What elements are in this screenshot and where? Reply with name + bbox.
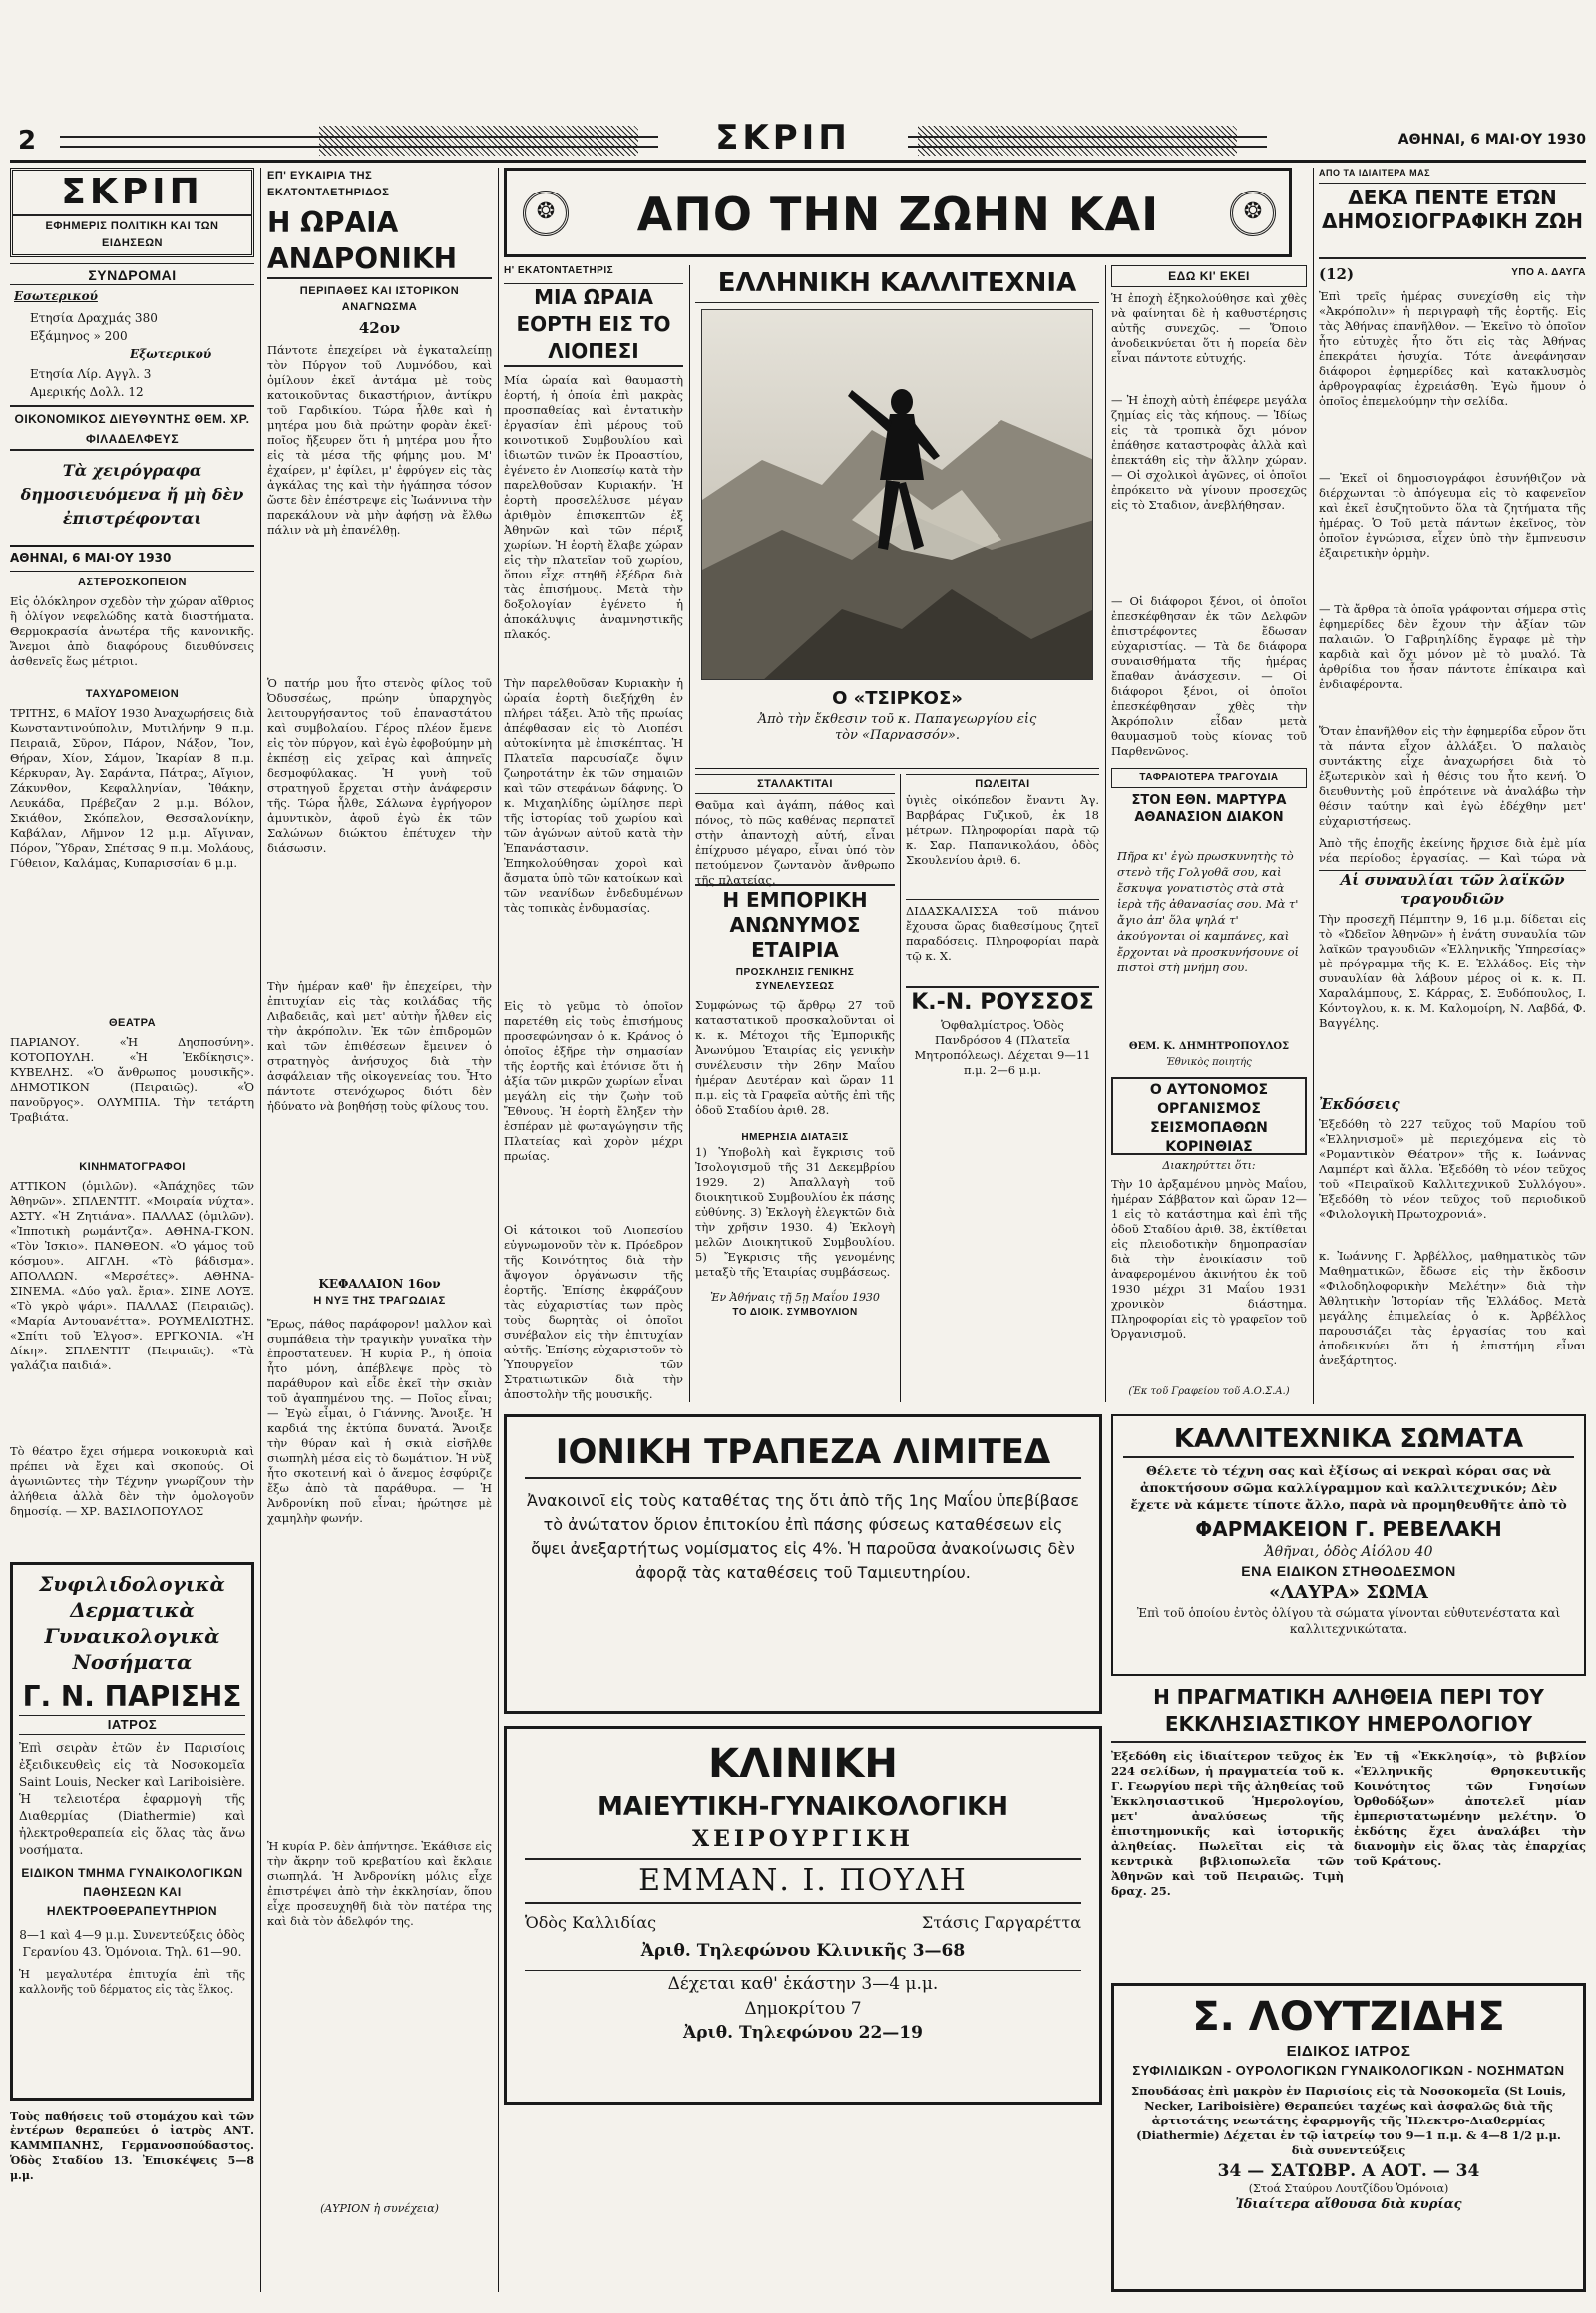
subs-foreign-rows	[30, 365, 254, 401]
subs-row: Εξάμηνος » 200	[30, 329, 128, 343]
col5-text-2: — Ἡ ἐποχὴ αὐτὴ ἐπέφερε μεγάλα ζημίας εἰς τὰς κήπους. — Ἰδίως εἰς τὰ τροπικὰ ὄχι μόνον ἐπάθησε καταστροφὰς ἀλλὰ καὶ ἐπεκτάθη εἰς τὴν ἄλλην χώραν. — Οἱ σχολικοὶ ἀγῶνες, οἱ ὁποῖοι ἐπρόκειτο νὰ γίνουν προσεχῶς εἰς τὸ Σταδιον, ἀνεβλήθησαν.	[1111, 393, 1307, 512]
editions-title: Ἐκδόσεις	[1319, 1095, 1400, 1113]
assoc-text: Τὴν προσεχῆ Πέμπτην 9, 16 μ.μ. δίδεται εἰς τὸ «Ὠδεῖον Ἀθηνῶν» ἡ ἐνάτη συναυλία τῶν λαϊκῶν τραγουδιῶν «Ἑλληνικῆς Ὑπηρεσίας» μὲ πρόγραμμα τῆς Κ. Ε. Ἑλλάδος. Εἰς τὴν συναυλίαν θὰ λάβουν μέρος οἱ κ. κ. Π. Χαραλάμπους, Σ. Κάρρας, Σ. Ξυδόπουλος, Ι. Κόντογλου, κ. κ. Μ. Καλομοίρη, Ν. Λαβδά, Φ. Βαγγέλης.	[1319, 912, 1586, 1030]
corset-title: ΚΑΛΛΙΤΕΧΝΙΚΑ ΣΩΜΑΤΑ	[1123, 1422, 1574, 1458]
doctor-role: ΙΑΤΡΟΣ	[19, 1715, 245, 1735]
lou-addr: 34 — ΣΑΤΩΒΡ. Α ΑΟΤ. — 34	[1217, 2161, 1480, 2181]
photo-caption-title: Ο «ΤΣΙΡΚΟΣ»	[832, 688, 963, 709]
col-divider	[1313, 168, 1314, 1404]
doctor-footer: Ἡ μεγαλυτέρα ἐπιτυχία ἐπὶ τῆς καλλονῆς τοῦ δέρματος εἰς τὰς ἕλκος.	[19, 1968, 245, 1996]
clinic-ad	[504, 1726, 1102, 2105]
lou-spec: ΣΥΦΙΛΙΔΙΚΩΝ - ΟΥΡΟΛΟΓΙΚΩΝ ΓΥΝΑΙΚΟΛΟΓΙΚΩΝ - ΝΟΣΗΜΑΤΩΝ	[1132, 2063, 1565, 2078]
poem: Πῆρα κι' ἐγὼ πρωσκυνητὴς τὸ στενὸ τῆς Γολγοθᾶ σου, καὶ ἔσκυψα γονατιστὸς στὰ στὰ ἱερὰ τῆς ἀθανασίας σου. Μὰ τ' ἄγιο ἀπ' ὅλα ψηλά τ' ἀκούγονται οἱ καμπάνες, καὶ ἔρχονται νὰ προσκυνήσουνε οἱ πιστοὶ στὴ μνήμη σου.	[1117, 849, 1300, 974]
sale-title: ΠΩΛΕΙΤΑΙ	[906, 774, 1099, 793]
col1-rule-2	[10, 571, 254, 572]
subs-foreign: Εξωτερικού	[130, 347, 212, 361]
col3-body-1: Μία ὡραία καὶ θαυμαστὴ ἑορτή, ἡ ὁποία ἐπὶ μακρὰς προσπαθείας καὶ ἐντατικὴν ἐργασίαν ἐπὶ μέρους τοῦ κοινοτικοῦ Συμβουλίου καὶ ἰδιωτῶν τινῶν ἐκ Προαστίου, ἐγένετο ἐν Λιοπεσίῳ κατὰ τὴν παρελθοῦσαν Κυριακήν. Ἡ ἑορτὴ προσελέλυσε μέγαν ἀριθμὸν ἐπισκεπτῶν ἐξ Ἀθηνῶν καὶ τῶν πέριξ χωρίων. Ἡ ἑορτὴ ἔλαβε χώραν εἰς τὴν πλατεῖαν τοῦ χωρίου, ὅπου εἶχε στηθῆ ἐξέδρα διὰ τὰς ἐπισήμους. Μετὰ τὴν δοξολογίαν ἐγένετο ἡ ἀποκάλυψις ἀναμνηστικῆς πλακός.	[504, 373, 683, 641]
col6-text-2: — Ἐκεῖ οἱ δημοσιογράφοι ἐσυνήθιζον νὰ διέρχωνται τὸ ἀπόγευμα εἰς τὸ καφενεῖον καὶ ἐκεῖ ἐσυζητοῦντο ὅλα τὰ ζητήματα τῆς ἡμέρας. Ὁ Τοῦ μετὰ πάντων ἐκεῖνος, τὸν ὁποῖον ἐγνώρισα, εἶχεν ὑπὸ τὴν ἔμπνευσιν ἐξαιρετικὴν ὁρμὴν.	[1319, 471, 1586, 560]
col5-text-3: — Οἱ διάφοροι ξένοι, οἱ ὁποῖοι ἐπεσκέφθησαν ἐκ τῶν Δελφῶν ἐπιστρέφοντες ἔδωσαν εὐχαριστίας. — Τὰ δε διάφορα συναισθήματα τῆς ἡμέρας ἔπαθαν ἀνάσχεσιν. — Οἱ διάφοροι ξένοι, οἱ ὁποῖοι ἐπεσκέφθησαν χθὲς τὴν Ἀκρόπολιν εἶδαν μετὰ θαυμασμοῦ τοὺς κίονας τοῦ Παρθενῶνος.	[1111, 594, 1307, 758]
col6-text-5: Ἀπὸ τῆς ἐποχῆς ἐκείνης ἤρχισε διὰ ἐμὲ μία νέα περίοδος ἐργασίας. — Καὶ τώρα νὰ	[1319, 836, 1586, 865]
post-title: ΤΑΧΥΔΡΟΜΕΙΟΝ	[85, 688, 180, 700]
loutzidis-ad	[1111, 1983, 1586, 2292]
masthead-ornament-left-hatch	[319, 126, 638, 156]
relief-head: Ο ΑΥΤΟΝΟΜΟΣ ΟΡΓΑΝΙΣΜΟΣ ΣΕΙΣΜΟΠΑΘΩΝ ΚΟΡΙΝΘΙΑΣ	[1111, 1077, 1307, 1155]
teacher-text: ΔΙΔΑΣΚΑΛΙΣΣΑ τοῦ πιάνου ἔχουσα ὥρας διαθεσίμους ζητεῖ παραδόσεις. Πληροφορίαι παρὰ τῷ κ. Χ.	[906, 899, 1099, 978]
mini-masthead-box	[10, 168, 254, 257]
doctor-ad-line: Νοσήματα	[72, 1650, 193, 1674]
co-heading: Η ΕΜΠΟΡΙΚΗ ΑΝΩΝΥΜΟΣ ΕΤΑΙΡΙΑ	[695, 884, 895, 963]
col2-chapter-2-sub: Η ΝΥΞ ΤΗΣ ΤΡΑΓΩΔΙΑΣ	[313, 1295, 446, 1307]
col2-chapter-2: ΚΕΦΑΛΑΙΟΝ 16ον	[318, 1277, 441, 1291]
banner-icon-right: ❂	[1230, 191, 1276, 236]
column-1	[10, 168, 254, 2292]
column-6	[1319, 168, 1586, 866]
tragic-title: ΤΑΦΡΑΙΟΤΕΡΑ ΤΡΑΓΟΥΔΙΑ	[1111, 768, 1307, 788]
lou-addr-sub: (Στοά Σταύρου Λουτζίδου Ὁμόνοια)	[1248, 2182, 1449, 2195]
masthead	[0, 0, 1596, 160]
doctor-ad-line: Δερματικὰ	[70, 1598, 195, 1622]
co-text: Συμφώνως τῷ ἄρθρῳ 27 τοῦ καταστατικοῦ προσκαλοῦνται οἱ κ. κ. Μέτοχοι τῆς Ἐμπορικῆς Ἀνωνύμου Ἑταιρίας εἰς γενικὴν συνέλευσιν τὴν 26ην Μαΐου ἡμέραν Δευτέραν καὶ ὥραν 11 π.μ. εἰς τὰ Γραφεῖα αὐτῆς ἐπὶ τῆς ὁδοῦ Σταδίου ἀριθ. 28.	[695, 998, 895, 1117]
relief-text: Τὴν 10 ἀρξαμένου μηνὸς Μαΐου, ἡμέραν Σάββατον καὶ ὥραν 12—1 εἰς τὸ κατάστημα καὶ ἐπὶ τῆς ὁδοῦ Σταδίου ἀριθ. 38, ἐκτίθεται εἰς πλειοδοτικὴν δημοπρασίαν διὰ τὴν ἐνοικίασιν τοῦ ἀναφερομένου ἀκινήτου ἐκ τοῦ 1930 μέχρι 31 Μαΐου 1931 χρονικὸν διάστημα. Πληροφορίαι εἰς τὸ γραφεῖον τοῦ Ὀργανισμοῦ.	[1111, 1177, 1307, 1341]
rousos-text: Ὁφθαλμίατρος. Ὁδὸς Πανδρόσου 4 (Πλατεῖα Μητροπόλεως). Δέχεται 9—11 π.μ. 2—6 μ.μ.	[914, 1018, 1091, 1077]
corset-addr: Ἀθῆναι, ὁδὸς Αἰόλου 40	[1264, 1544, 1433, 1560]
notice: Τὰ χειρόγραφα δημοσιευόμενα ἤ μὴ δὲν ἐπιστρέφονται	[20, 461, 244, 528]
col3-kicker: Η' ΕΚΑΤΟΝΤΑΕΤΗΡΙΣ	[504, 265, 614, 276]
subs-rows	[30, 309, 254, 345]
subs-domestic: Εσωτερικού	[14, 289, 98, 303]
col2-heading: Η ΩΡΑΙΑ ΑΝΔΡΟΝΙΚΗ	[267, 205, 492, 279]
corset-text: Θέλετε τὸ τέχνη σας καὶ ἐξίσως αἱ νεκραὶ κόραι σας νὰ ἀποκτήσουν σῶμα καλλίγραμμον καὶ καλλιτεχνικόν; Δὲν ἔχετε νὰ κάμετε τίποτε ἄλλο, παρὰ νὰ προμηθευθῆτε ἀπὸ τὸ	[1130, 1463, 1567, 1512]
truth-text: Ἐξεδόθη εἰς ἰδιαίτερον τεῦχος ἐκ 224 σελίδων, ἡ πραγματεία τοῦ κ. Γ. Γεωργίου περὶ τῆς ἀληθείας τοῦ Ἐκκλησιαστικοῦ Ἡμερολογίου, μετ' ἀναλύσεως τῆς ἐπιστημονικῆς καὶ ἱστορικῆς ἀληθείας. Πωλεῖται εἰς τὰ κεντρικὰ βιβλιοπωλεῖα τῶν Ἀθηνῶν καὶ τοῦ Πειραιῶς. Τιμὴ δραχ. 25.	[1111, 1749, 1344, 1898]
art-photo-image	[702, 310, 1093, 680]
masthead-title: ΣΚΡΙΠ	[658, 118, 908, 160]
astro-text: Εἰς ὁλόκληρον σχεδὸν τὴν χώραν αἴθριος ἢ ὀλίγον νεφελώδης κατὰ διαστήματα. Θερμοκρασία ἀνωτέρα τῆς κανονικῆς. Ἄνεμοι ἀπὸ διαφόρους διευθύνσεις ἀσθενεῖς ἕως μέτριοι.	[10, 594, 254, 668]
corset-shop: ΦΑΡΜΑΚΕΙΟΝ Γ. ΡΕΒΕΛΑΚΗ	[1195, 1517, 1502, 1541]
col6-text-3: — Τὰ ἄρθρα τὰ ὁποῖα γράφονται σήμερα στὶς ἐφημερίδες δὲν ἔχουν τὴν ἀξίαν τῶν παλαιῶν. Ὁ Γαβριηλίδης ἔγραφε μὲ τὴν καρδιὰ καὶ ὄχι μόνον μὲ τὸ μυαλό. Τὰ ἀρθρίδια του ἦσαν πάντοτε ἐπίκαιρα καὶ ἐνδιαφέροντα.	[1319, 602, 1586, 691]
bank-title: ΙΟΝΙΚΗ ΤΡΑΠΕΖΑ ΛΙΜΙΤΕΔ	[525, 1427, 1081, 1479]
col2-body-3: Τὴν ἡμέραν καθ' ἣν ἐπεχείρει, τὴν ἐπιτυχίαν εἰς τὰς κοιλάδας τῆς Λιβαδειᾶς, καὶ μετ' αὐτὴν ἦλθεν εἰς τὴν ἀκρόπολιν. Ἐκ τῶν ἐπιδρομῶν καὶ τῶν ἐπιθέσεων ἔμεινεν ὁ στρατηγὸς ἀνήσυχος διὰ τὴν ἀσφάλειαν τῆς οἰκογενείας του. Ἦτο πάντοτε στενόχωρος διότι δὲν ἠδύνατο νὰ βοηθήσῃ τοὺς φίλους του.	[267, 979, 492, 1113]
column-2	[267, 168, 492, 2292]
corset-ad	[1111, 1414, 1586, 1676]
co-agenda: 1) Ὑποβολὴ καὶ ἔγκρισις τοῦ Ἰσολογισμοῦ τῆς 31 Δεκεμβρίου 1929. 2) Ἀπαλλαγὴ τοῦ διοικητικοῦ Συμβουλίου ἐκ πάσης εὐθύνης. 3) Ἐκλογὴ ἐλεγκτῶν διὰ τὴν χρῆσιν 1930. 4) Ἐκλογὴ μελῶν Διοικητικοῦ Συμβουλίου. 5) Ἔγκρισις τῆς γενομένης μεταξὺ τῆς Ἑταιρίας συμβάσεως.	[695, 1145, 895, 1279]
co-date: Ἐν Ἀθήναις τῇ 5ῃ Μαΐου 1930	[710, 1291, 880, 1304]
rousos-name: Κ.-Ν. ΡΟΥΣΣΟΣ	[906, 986, 1099, 1018]
stalk-title: ΣΤΑΛΑΚΤΙΤΑΙ	[695, 774, 895, 794]
column-6-lower	[1319, 870, 1586, 1402]
col3-body-4: Οἱ κάτοικοι τοῦ Λιοπεσίου εὐγνωμονοῦν τὸν κ. Πρόεδρον τῆς Κοινότητος διὰ τὴν ἄψογον ὀργάνωσιν τῆς ἑορτῆς. Ἐπίσης ἐκφράζουν τὰς εὐχαριστίας των πρὸς τοὺς δωρητὰς οἱ ὁποῖοι συνέβαλον εἰς τὴν ἐπιτυχίαν αὐτῆς. Ἐπίσης εὐχαριστοῦν τὸ Ὑπουργεῖον τῶν Στρατιωτικῶν διὰ τὴν ἀποστολὴν τῆς μουσικῆς.	[504, 1223, 683, 1401]
col3-heading: ΜΙΑ ΩΡΑΙΑ ΕΟΡΤΗ ΕΙΣ ΤΟ ΛΙΟΠΕΣΙ	[504, 283, 683, 367]
stalk-text: Θαῦμα καὶ ἀγάπη, πάθος καὶ πόνος, τὸ πῶς καθένας περπατεῖ στὴν ἀπαντοχὴ αὐτή, εἶναι ἐπίχρυσο μέγαρο, εἶναι ὑπό τὸν πετούμενον ζωντανὸν ἄνθρωπο τῆς πλατείας.	[695, 798, 895, 887]
astro-title: ΑΣΤΕΡΟΣΚΟΠΕΙΟΝ	[78, 577, 187, 588]
col6-byline: ΥΠΟ Α. ΔΑΥΓΑ	[1511, 267, 1586, 278]
col4-inner-divider	[900, 774, 901, 1402]
col1-dateline: ΑΘΗΝΑΙ, 6 ΜΑΙ·ΟΥ 1930	[10, 551, 172, 565]
clinic-office: Δημοκρίτου 7	[744, 1999, 862, 2019]
column-5	[1111, 265, 1307, 1402]
col-divider	[260, 168, 261, 2292]
col4-left	[695, 774, 895, 1412]
post-text: ΤΡΙΤΗΣ, 6 ΜΑΪΟΥ 1930 Ἀναχωρήσεις διὰ Κωνσταντινούπολιν, Μυτιλήνην 9 π.μ. Πειραιᾶ, Σῦρον, Πάρον, Νάξον, Ἴον, Θήραν, Χίον, Σάμον, Ἰκαρίαν 8 π.μ. Κέρκυραν, Ἀγ. Σαράντα, Πάτρας, Αἴγιον, Ζάκυνθον, Κεφαλληνίαν, Ἰθάκην, Λευκάδα, Πρέβεζαν 2 μ.μ. Βόλον, Σκιάθον, Σκόπελον, Θεσσαλονίκην, Καβάλαν, Λῆμνον 12 μ.μ. Αἴγιναν, Πόρον, Ὕδραν, Σπέτσας 9 π.μ. Μολάους, Γύθειον, Καλάμας, Κυπαρισσίαν 6 μ.μ.	[10, 706, 254, 870]
col2-signature: (ΑΥΡΙΟΝ ἡ συνέχεια)	[320, 2202, 439, 2215]
col2-kicker: ΕΠ' ΕΥΚΑΙΡΙΑ ΤΗΣ ΕΚΑΤΟΝΤΑΕΤΗΡΙΔΟΣ	[267, 170, 390, 198]
col4-right	[906, 774, 1099, 1412]
col3-body-2: Τὴν παρελθοῦσαν Κυριακὴν ἡ ὡραία ἑορτὴ διεξήχθη ἐν πλήρει τάξει. Ἀπὸ τῆς πρωίας ἀπέφθασαν εἰς τὸ Λιοπέσι αὐτοκίνητα μὲ ἐπισκέπτας. Ἡ Πλατεῖα παρουσίαζε ὄψιν ζωηροτάτην ἐκ τῶν σημαιῶν καὶ τῶν στεφάνων δάφνης. Ὁ κ. Μιχαηλίδης ὡμίλησε περὶ τῆς ἱστορίας τοῦ χωρίου καὶ τῶν ἀγώνων αὐτοῦ κατὰ τὴν Ἐπανάστασιν. Ἐπηκολούθησαν χοροὶ καὶ ἄσματα ὑπὸ τῶν κατοίκων καὶ τῶν νεανίδων ἐνδεδυμένων τὰς τοπικὰς ἐνδυμασίας.	[504, 676, 683, 915]
corset-brand: «ΛΑΥΡΑ» ΣΩΜΑ	[1269, 1582, 1428, 1603]
bank-ad	[504, 1414, 1102, 1714]
doctor-ad-line: Γυναικολογικὰ	[44, 1624, 220, 1648]
col2-body-1: Πάντοτε ἐπεχείρει νὰ ἐγκαταλείπῃ τὸν Πύργον τοῦ Λυμνόδου, καὶ ὁμίλουν ἐκεῖ ἀντάμα μὲ τοὺς κατοικοῦντας δικαστήριον, ἀντίκρυ τοῦ Γαρδικίου. Τώρα ἦλθε καὶ ἡ μητέρα μου διὰ πρώτην φορὰν ἐκεῖ· ποῖος ἤξευρεν ὅτι ἡ μητέρα μου ἦτο εἰς τὰ μέσα τῆς φήμης μου. Μ' ἐχαίρεν, μ' ἐφίλει, μ' ἐφρύγεν εἰς τὰς ἀγκάλας της καὶ τὴν ἠγάπησα τόσον ὥστε δὲν ἐπέστρεψε εἰς Ἰωάννινα τὴν παρεκάλουν νὰ μὴν ἀφήσῃ νὰ ἔλθω πάλιν νὰ μὴ ἐπανέλθῃ.	[267, 343, 492, 537]
col1-bottom-text: Τοὺς παθήσεις τοῦ στομάχου καὶ τῶν ἐντέρων θεραπεύει ὁ ἰατρὸς ΑΝΤ. ΚΑΜΜΠΑΝΗΣ, Γερμανοσπούδαστος. Ὁδὸς Σταδίου 13. Ἐπισκέψεις 5—8 μ.μ.	[10, 2110, 254, 2182]
martyr-head: ΣΤΟΝ ΕΘΝ. ΜΑΡΤΥΡΑ ΑΘΑΝΑΣΙΟΝ ΔΙΑΚΟΝ	[1131, 793, 1287, 825]
corset-special: ΕΝΑ ΕΙΔΙΚΟΝ ΣΤΗΘΟΔΕΣΜΟΝ	[1241, 1563, 1456, 1579]
col2-chapter: 42ον	[358, 319, 401, 337]
subs-row: Ετησία Λίρ. Αγγλ. 3	[30, 367, 152, 381]
clinic-address-row	[525, 1912, 1081, 1934]
col2-body-2: Ὁ πατήρ μου ἦτο στενὸς φίλος τοῦ Ὀδυσσέως, πρώην ὑπαρχηγὸς λειτουργήσαντος τοῦ ἐπαναστάτου καὶ συμβολαίου. Γέρος πλέον ἔμενε εἰς τὸν πύργον, καὶ ἐγὼ ἐφοβούμην μὴ ἐκπέσῃ εἰς χεῖρας καὶ ἀπηνεῖς δεσμοφύλακας. Ἡ γυνὴ τοῦ στρατηγοῦ ἔρχεται στὴν ἀνάφερσιν τῆς. Τώρα ἦλθε, Σάλωνα ἐγρήγορον ἀμυντικὸν, ἀφοῦ ἐγὼ ἐκ τῶν Σαλώνων διώκτου ἐπέτυχεν τὴν διάσωσιν.	[267, 676, 492, 855]
clinic-name: ΕΜΜΑΝ. Ι. ΠΟΥΛΗ	[525, 1858, 1081, 1904]
photo-caption: Ἀπὸ τὴν ἔκθεσιν τοῦ κ. Παπαγεωργίου εἰς τὸν «Παρνασσόν».	[757, 712, 1037, 743]
col-divider	[689, 265, 690, 1402]
lou-role: ΕΙΔΙΚΟΣ ΙΑΤΡΟΣ	[1286, 2043, 1411, 2060]
column-3	[504, 265, 683, 1402]
lou-text: Σπουδάσας ἐπὶ μακρὸν ἐν Παρισίοις εἰς τὰ Νοσοκομεῖα (St Louis, Necker, Lariboisière) Θεραπεύει ταχέως καὶ ἀσφαλῶς διὰ τῆς ἀρτιοτάτης νεωτάτης ἐφαρμογῆς τῆς Ἠλεκτρο-Διαθερμίας (Diathermie) Δέχεται ἐν τῷ ἰατρείῳ του 9—1 π.μ. & 4—8 1/2 μ.μ. διὰ συνεντεύξεις	[1130, 2084, 1567, 2157]
corset-footer: Ἐπὶ τοῦ ὁποίου ἐντὸς ὀλίγου τὰ σώματα γίνονται εὐθυτενέστατα καὶ καλλιτεχνικώτατα.	[1136, 1606, 1561, 1636]
clinic-sub-2: ΧΕΙΡΟΥΡΓΙΚΗ	[692, 1826, 914, 1852]
col5-text-1: Ἡ ἐποχὴ ἐξηκολούθησε καὶ χθὲς νὰ φαίνηται δὲ ἡ καθυστέρησις αὐτῆς συνεχῶς. — Ὅποιο ἀνοδεικνύεται ὅτι ἡ πορεία δὲν εἶναι πάντοτε εὐτυχής.	[1111, 291, 1307, 365]
clinic-sub: ΜΑΙΕΥΤΙΚΗ-ΓΥΝΑΙΚΟΛΟΓΙΚΗ	[598, 1792, 1008, 1822]
relief-sub: Διακηρύττει ὅτι:	[1162, 1159, 1256, 1172]
col4-rule	[695, 768, 1099, 769]
sale-text: ὑγιὲς οἰκόπεδον ἔναντι Ἀγ. Βαρβάρας Γυζικοῦ, ἐκ 18 μέτρων. Πληροφορίαι παρὰ τῷ κ. Σαρ. Παπανικολάου, ὁδὸς Σκουλενίου ἀριθ. 6.	[906, 793, 1099, 867]
cinema-text: ΑΤΤΙΚΟΝ (ὁμιλῶν). «Ἀπάχηδες τῶν Ἀθηνῶν». ΣΠΛΕΝΤΙΤ. «Μοιραία νύχτα». ΑΣΤΥ. «Ἡ Ζητιάνα». ΠΑΛΛΑΣ (ὁμιλῶν). «Ἰπποτικὴ ρωμάντζα». ΑΘΗΝΑ-ΓΚΟΝ. «Τὸν Ἰσκιο». ΠΑΝΘΕΟΝ. «Ὁ γάμος τοῦ κόσμου». ΑΙΓΛΗ. «Τὸ βάδισμα». ΑΠΟΛΛΩΝ. «Μερσέτες». ΑΘΗΝΑ-ΣΙΝΕΜΑ. «Δύο γαλ. ἔρια». ΣΙΝΕ ΛΟΥΞ. «Τὸ γκρὸ ψάρι». ΠΑΛΛΑΣ (Πειραιῶς). «Μαρία Αντουανέττα». ΡΟΥΜΕΛΙΩΤΗΣ. «Σπίτι τοῦ Ἑλγοσ». ΕΡΓΚΟΝΙΑ. «Ἡ Δίκη». ΣΠΛΕΝΤΙΤ (Πειραιῶς). «Τὰ γαλάζια παιδιά».	[10, 1179, 254, 1372]
col2-body-5: Ἡ κυρία Ρ. δὲν ἀπήντησε. Ἐκάθισε εἰς τὴν ἄκρην τοῦ κρεβατίου καὶ ἔκλαιε σιωπηλά. Ἡ Ἀνδρονίκη μόλις εἶχε ἐπιστρέψει ἀπὸ τὴν ἐκκλησίαν, ὅπου εἶχε προσευχηθῆ διὰ τὸν πατέρα της καὶ διὰ τὸν ἀδελφόν της.	[267, 1839, 492, 1928]
col6-kicker: ΑΠΟ ΤΑ ΙΔΙΑΙΤΕΡΑ ΜΑΣ	[1319, 168, 1586, 184]
lou-footer: Ἰδιαίτερα αἴθουσα διὰ κυρίας	[1235, 2197, 1462, 2212]
col1-rule	[10, 545, 254, 547]
director: ΟΙΚΟΝΟΜΙΚΟΣ ΔΙΕΥΘΥΝΤΗΣ ΘΕΜ. ΧΡ. ΦΙΛΑΔΕΛΦΕΥΣ	[10, 405, 254, 451]
cinema-title: ΚΙΝΗΜΑΤΟΓΡΑΦΟΙ	[79, 1161, 186, 1173]
clinic-addr-right: Στάσις Γαργαρέττα	[921, 1913, 1081, 1932]
clinic-title: ΚΛΙΝΙΚΗ	[708, 1741, 898, 1787]
co-sub: ΠΡΟΣΚΛΗΣΙΣ ΓΕΝΙΚΗΣ ΣΥΝΕΛΕΥΣΕΩΣ	[735, 967, 855, 992]
col3-body-3: Εἰς τὸ γεῦμα τὸ ὁποῖον παρετέθη εἰς τοὺς ἐπισήμους προσεφώνησαν ὁ κ. Κράνος ὁ ὁποῖος ἐξῆρε τὴν σημασίαν τῆς ἑορτῆς καὶ ἐτόνισε ὅτι ἡ ἀξία τῶν μικρῶν χωρίων εἶναι μεγάλη εἰς τὴν ζωὴν τοῦ Ἔθνους. Ἡ ἑορτὴ ἔληξεν τὴν ἑσπέραν μὲ φωταγώγησιν τῆς Πλατείας καὶ χορὸν μέχρι πρωίας.	[504, 999, 683, 1163]
masthead-ornament-right	[908, 136, 1267, 148]
bank-text: Ἀνακοινοῖ εἰς τοὺς καταθέτας της ὅτι ἀπὸ τῆς 1ης Μαΐου ὑπεβίβασε τὸ ἀνώτατον ὅριον ἐπιτοκίου ἐπὶ πάσης φύσεως καταθέσεων εἰς ὄψει ἀνεξαρτήτως νομίσματος εἰς 4%. Ἡ παροῦσα ἀνακοίνωσις δὲν ἀφορᾷ τὰς καταθέσεις τοῦ Ταμιευτηρίου.	[526, 1491, 1080, 1582]
subs-title: ΣΥΝΔΡΟΜΑΙ	[10, 263, 254, 285]
col4-heading: ΕΛΛΗΝΙΚΗ ΚΑΛΛΙΤΕΧΝΙΑ	[695, 265, 1099, 303]
col6-heading: ΔΕΚΑ ΠΕΝΤΕ ΕΤΩΝ ΔΗΜΟΣΙΟΓΡΑΦΙΚΗ ΖΩΗ	[1319, 186, 1586, 259]
clinic-phone: Ἀριθ. Τηλεφώνου Κλινικῆς 3—68	[640, 1941, 966, 1961]
lou-name: Σ. ΛΟΥΤΖΙΔΗΣ	[1192, 1994, 1505, 2040]
theatre-title: ΘΕΑΤΡΑ	[108, 1017, 157, 1029]
col-divider	[498, 168, 499, 2292]
col5-header: ΕΔΩ ΚΙ' ΕΚΕΙ	[1111, 265, 1307, 287]
theatre-text: ΠΑΡΙΑΝΟΥ. «Ἡ Δησποσύνη». ΚΟΤΟΠΟΥΛΗ. «Ἡ Ἐκδίκησις». ΚΥΒΕΛΗΣ. «Ὁ ἄνθρωπος μουσικῆς». ΔΗΜΟΤΙΚΟΝ (Πειραιῶς). «Ὁ πανοῦργος». ΟΛΥΜΠΙΑ. Τὴν τετάρτη Τραβιάτα.	[10, 1035, 254, 1124]
banner-icon-left: ❂	[523, 191, 569, 236]
masthead-rule	[10, 160, 1586, 163]
poet: ΘΕΜ. Κ. ΔΗΜΗΤΡΟΠΟΥΛΟΣ	[1128, 1041, 1290, 1052]
col6-part: (12)	[1319, 265, 1355, 283]
poet-role: Ἐθνικὸς ποιητής	[1166, 1057, 1252, 1068]
assoc-title: Αἱ συναυλίαι τῶν λαϊκῶν τραγουδιῶν	[1319, 870, 1586, 910]
essay-text: Τὸ θέατρο ἔχει σήμερα νοικοκυριὰ καὶ πρέπει νὰ ἔχει καὶ σκοπούς. Οἱ ἀγωνιῶντες τὴν Τέχνην γνωρίζουν τὴν ἀλήθεια ἀλλὰ δὲν τὴν ὁμολογοῦν δημοσίᾳ. — ΧΡ. ΒΑΣΙΛΟΠΟΥΛΟΣ	[10, 1444, 254, 1518]
co-sign: ΤΟ ΔΙΟΙΚ. ΣΥΜΒΟΥΛΙΟΝ	[732, 1307, 858, 1318]
relief-footer: (Ἐκ τοῦ Γραφείου τοῦ Α.Ο.Σ.Α.)	[1128, 1386, 1290, 1397]
banner	[504, 168, 1292, 257]
col2-body-4: Ἔρως, πάθος παράφορον! μαλλον καὶ συμπάθεια τὴν τραγικὴν γυναῖκα τὴν ἐπροστατευεν. Ἡ κυρία Ρ., ἡ ὁποία ἦτο μόνη, ἀπέβλεψε πρὸς τὸ παράθυρον καὶ εἶδε ἐκεῖ τὴν σκιὰν τοῦ ἀγαπημένου της. — Ποῖος εἶναι; — Ἐγὼ εἶμαι, ὁ Γιάννης. Ἄνοιξε. Ἡ καρδιά της ἐκτύπα δυνατά. Ἄνοιξε τὴν θύραν καὶ ἡ σκιὰ εἰσῆλθε σιωπηλὴ μέσα εἰς τὸ δωμάτιον. Ἡ νὺξ ἦτο σκοτεινή καὶ ὁ ἄνεμος ἐσφύριζε ἔξω ἀπὸ τὰ παράθυρα. — Ἡ Ἀνδρονίκη ποῦ εἶναι; ἠρώτησε μὲ χαμηλὴν φωνήν.	[267, 1317, 492, 1525]
doctor-ad	[10, 1562, 254, 2101]
col2-subheading: ΠΕΡΙΠΑΘΕΣ ΚΑΙ ΙΣΤΟΡΙΚΟΝ ΑΝΑΓΝΩΣΜΑ	[299, 285, 460, 313]
masthead-date: ΑΘΗΝΑΙ, 6 ΜΑΙ·ΟΥ 1930	[1397, 132, 1586, 148]
col6-text-4: Ὅταν ἐπανῆλθον εἰς τὴν ἐφημερίδα εὗρον ὅτι τὰ πάντα εἶχον ἀλλάξει. Ὁ παλαιὸς συντάκτης εἶχε ἀναχωρήσει διὰ τὸ ἐξωτερικὸν καὶ ἡ θέσις του ἦτο κενή. Ὁ διευθυντὴς μοῦ ἐπρότεινε νὰ ἀναλάβω τὴν θέσιν ταύτην καὶ ἐγὼ ἐδέχθην μετ' εὐχαριστήσεως.	[1319, 724, 1586, 828]
mini-masthead-subtitle: ΕΦΗΜΕΡΙΣ ΠΟΛΙΤΙΚΗ ΚΑΙ ΤΩΝ ΕΙΔΗΣΕΩΝ	[45, 220, 219, 249]
doctor-name: Γ. Ν. ΠΑΡΙΣΗΣ	[22, 1680, 242, 1713]
co-agenda-title: ΗΜΕΡΗΣΙΑ ΔΙΑΤΑΞΙΣ	[741, 1132, 849, 1143]
clinic-hours: Δέχεται καθ' ἑκάστην 3—4 μ.μ.	[525, 1970, 1081, 1997]
math-text: κ. Ἰωάννης Γ. Ἀρβέλλος, μαθηματικὸς τῶν Μαθηματικῶν, ἔδωσε εἰς τὴν ἔκδοσιν «Φιλοδηλοφορικὴν Μελέτην» διὰ τὴν Ἀθλητικὴν Ἱστορίαν τῆς Ἑλλάδος. Μετὰ μεγάλης ἐπιμελείας ὁ κ. Ἀρβέλλος παρουσιάζει τὰς ἐργασίας του καὶ ἀποδεικνύει ὅτι ἡ ἐπιστήμη εἶναι ἀνεξάρτητος.	[1319, 1249, 1586, 1367]
clinic-office-phone: Ἀριθ. Τηλεφώνου 22—19	[683, 2023, 923, 2043]
banner-title: ΑΠΟ ΤΗΝ ΖΩΗΝ ΚΑΙ	[636, 188, 1160, 241]
clinic-addr-left: Ὁδὸς Καλλιδίας	[525, 1913, 657, 1932]
editions-text: Ἐξεδόθη τὸ 227 τεῦχος τοῦ Μαρίου τοῦ «Ἑλληνισμοῦ» μὲ περιεχόμενα εἰς τὸ «Ρομαντικὸν Θέατρον» τῆς κ. Ιωάννας Λαμπέρτ καὶ ἄλλα. Ἐξεδόθη τὸ νέον τεῦχος τοῦ «Πειραϊκοῦ Καλλιτεχνικοῦ Συλλόγου». Ἐξεδόθη τὸ νέον τεῦχος τοῦ περιοδικοῦ «Φιλολογικὴ Πρωτοχρονιά».	[1319, 1117, 1586, 1221]
doctor-ad-line: Συφιλιδολογικὰ	[39, 1572, 225, 1596]
doctor-dept: ΕΙΔΙΚΟΝ ΤΜΗΜΑ ΓΥΝΑΙΚΟΛΟΓΙΚΩΝ ΠΑΘΗΣΕΩΝ ΚΑΙ ΗΛΕΚΤΡΟΘΕΡΑΠΕΥΤΗΡΙΟΝ	[21, 1866, 243, 1918]
subs-row: Αμερικής Δολλ. 12	[30, 385, 144, 399]
art-photo	[701, 309, 1093, 680]
doctor-hours: 8—1 καὶ 4—9 μ.μ. Συνεντεύξεις ὁδὸς Γερανίου 43. Ὁμόνοια. Τηλ. 61—90.	[19, 1928, 245, 1959]
truth-ad	[1111, 1684, 1586, 1975]
truth-title: Η ΠΡΑΓΜΑΤΙΚΗ ΑΛΗΘΕΙΑ ΠΕΡΙ ΤΟΥ ΕΚΚΛΗΣΙΑΣΤΙΚΟΥ ΗΜΕΡΟΛΟΓΙΟΥ	[1111, 1684, 1586, 1743]
truth-columns	[1111, 1749, 1586, 1969]
truth-text-2: Ἐν τῇ «Ἐκκλησίᾳ», τὸ βιβλίον «Ἑλληνικῆς Θρησκευτικῆς Κοινότητος τῶν Γνησίων Ὀρθοδόξων» ἀποτελεῖ μίαν ἐμπεριστατωμένην μελέτην. Ὁ ἐκδότης ἔχει ἀναλάβει τὴν διανομὴν εἰς ὅλας τὰς ἐπαρχίας τοῦ Κράτους.	[1354, 1749, 1586, 1868]
mini-masthead-title: ΣΚΡΙΠ	[13, 171, 251, 216]
col-divider	[1105, 265, 1106, 1402]
subs-row: Ετησία Δραχμάς 380	[30, 311, 158, 325]
col6-text-1: Ἐπὶ τρεῖς ἡμέρας συνεχίσθη εἰς τὴν «Ἀκρόπολιν» ἡ περιγραφὴ τῆς ἑορτῆς. Εἰς τὰς Ἀθήνας ἐπανῆλθον. — Ἐκεῖνο τὸ ὁποῖον ἦτο εὐτυχὲς ἦτο ὅτι εἰς τὰς Ἀθήνας ἐπεκράτει ἡσυχία. Τότε ἀνεφάνησαν διάφοροι ἐφημερίδες καὶ κατακλυσμὸς ἀρθρογραφίας ἐχρειάσθη. Ἐγὼ ἤμουν ὁ ὁποῖος ἐπεμελούμην τὴν σελίδα.	[1319, 289, 1586, 408]
column-4	[695, 265, 1099, 1412]
page-number: 2	[18, 126, 37, 154]
doctor-text: Ἐπὶ σειρὰν ἐτῶν ἐν Παρισίοις ἐξειδικευθεὶς εἰς τὰ Νοσοκομεῖα Saint Louis, Necker καὶ Lariboisière. Ἡ τελειοτέρα ἐφαρμογὴ τῆς Διαθερμίας (Diathermie) καὶ ἠλεκτροθεραπεία εἰς ὅλας τὰς ἄνω νοσήματα.	[19, 1741, 245, 1857]
